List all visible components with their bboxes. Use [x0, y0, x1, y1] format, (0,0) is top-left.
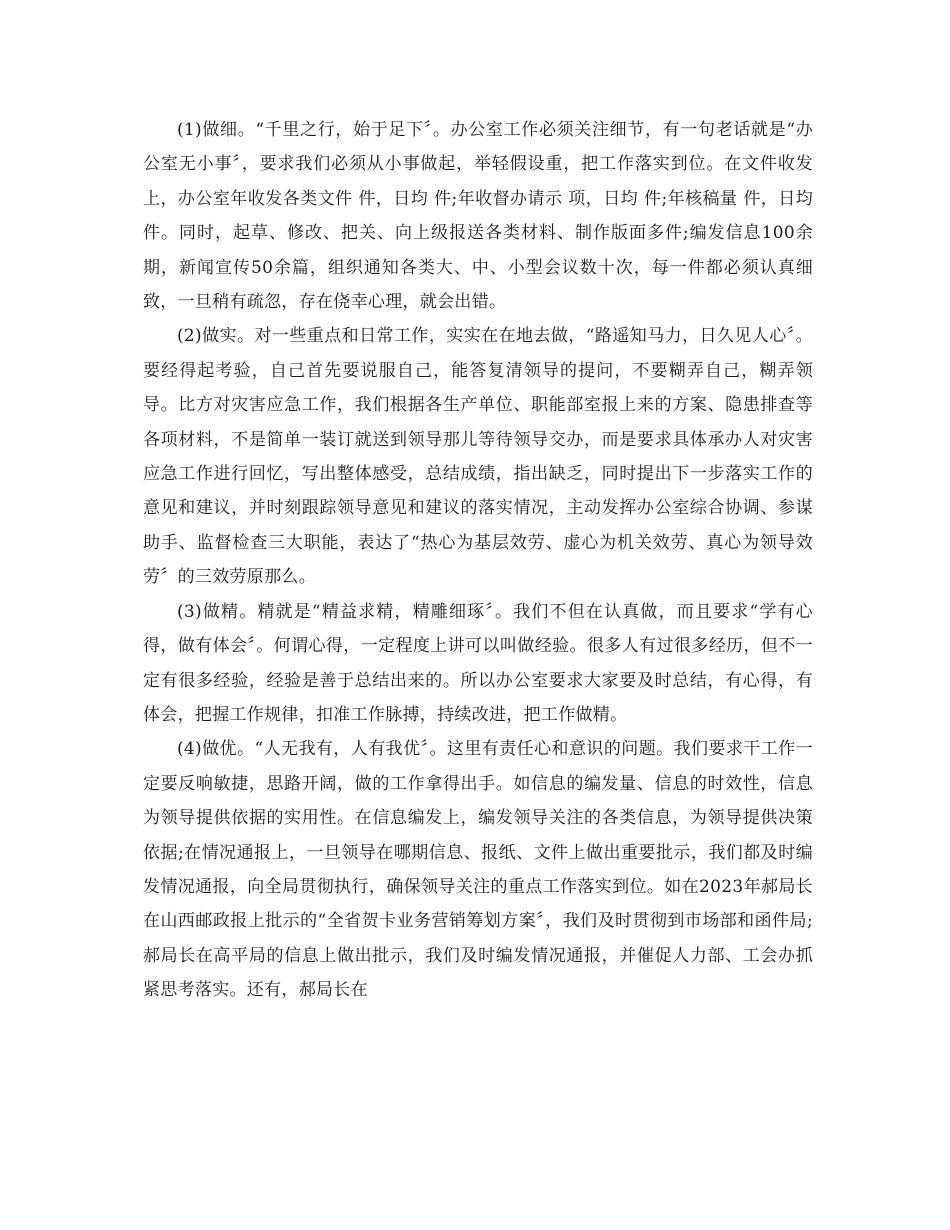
- paragraph-do-refined: (3)做精。精就是“精益求精，精雕细琢〞。我们不但在认真做，而且要求“学有心得，做有体会〞。何谓心得，一定程度上讲可以叫做经验。很多人有过很多经历，但不一定有很多经验，经验是善于总结出来的。所以办公室要求大家要及时总结，有心得，有体会，把握工作规律，扣准工作脉搏，持续改进，把工作做精。: [143, 601, 813, 725]
- paragraph-do-excellent: (4)做优。“人无我有，人有我优〞。这里有责任心和意识的问题。我们要求干工作一定要反响敏捷，思路开阔，做的工作拿得出手。如信息的编发量、信息的时效性，信息为领导提供依据的实用性。在信息编发上，编发领导关注的各类信息，为领导提供决策依据;在情况通报上，一旦领导在哪期信息、报纸、文件上做出重要批示，我们都及时编发情况通报，向全局贯彻执行，确保领导关注的重点工作落实到位。如在2023年郝局长在山西邮政报上批示的“全省贺卡业务营销筹划方案〞，我们及时贯彻到市场部和函件局;郝局长在高平局的信息上做出批示，我们及时编发情况通报，并催促人力部、工会办抓紧思考落实。还有，郝局长在: [143, 739, 813, 1001]
- paragraph-do-detail: (1)做细。“千里之行，始于足下〞。办公室工作必须关注细节，有一句老话就是“办公室无小事〞，要求我们必须从小事做起，举轻假设重，把工作落实到位。在文件收发上，办公室年收发各类文件 件，日均 件;年收督办请示 项，日均 件;年核稿量 件，日均 件。同时，起草、修改、把关、向上级报送各类材料、制作版面多件;编发信息100余期，新闻宣传50余篇，组织通知各类大、中、小型会议数十次，每一件都必须认真细致，一旦稍有疏忽，存在侥幸心理，就会出错。: [143, 120, 813, 313]
- paragraph-do-solid: (2)做实。对一些重点和日常工作，实实在在地去做，“路遥知马力，日久见人心〞。要经得起考验，自己首先要说服自己，能答复清领导的提问，不要糊弄自己，糊弄领导。比方对灾害应急工作，我们根据各生产单位、职能部室报上来的方案、隐患排查等各项材料，不是简单一装订就送到领导那儿等待领导交办，而是要求具体承办人对灾害应急工作进行回忆，写出整体感受，总结成绩，指出缺乏，同时提出下一步落实工作的意见和建议，并时刻跟踪领导意见和建议的落实情况，主动发挥办公室综合协调、参谋助手、监督检查三大职能，表达了“热心为基层效劳、虚心为机关效劳、真心为领导效劳〞的三效劳原那么。: [143, 326, 813, 588]
- document-body: [143, 113, 813, 1008]
